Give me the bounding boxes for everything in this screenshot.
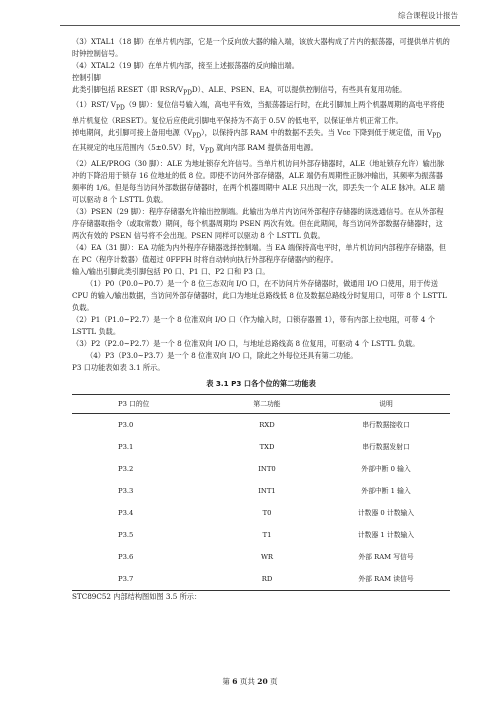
- table-row: [72, 458, 450, 480]
- table-cell: 串行数据发射口: [362, 442, 410, 451]
- table-cell: P3.5: [118, 530, 134, 539]
- table-header-cell: P3 口的位: [118, 399, 150, 408]
- table-cell: 外部中断 0 输入: [361, 464, 411, 473]
- table-cell: 外部中断 1 输入: [361, 486, 411, 495]
- page-number: 6: [232, 677, 238, 686]
- table-cell: TXD: [259, 442, 275, 451]
- table-row: [72, 524, 450, 546]
- paragraph-power-down: 掉电期间，此引脚可接上备用电源$(V_{PD})$，以保持内部 RAM 中的数据不丢失。当 Vcc 下降到低于规定值，而 $V_{PD}$ 在其规定的电压范围内（5±0.5V）时，$V_{PD}$ 就向内部 RAM 提供备用电源。: [72, 127, 442, 155]
- table-cell: P3.4: [118, 508, 134, 517]
- section-heading-control-pins: 控制引脚: [72, 73, 101, 82]
- table-cell: INT0: [258, 464, 276, 473]
- table-cell: 外部 RAM 读信号: [358, 574, 414, 583]
- table-row: [72, 480, 450, 502]
- table-cell: P3.7: [118, 574, 134, 583]
- paragraph-table-ref: P3 口功能表如表 3.1 所示。: [72, 362, 165, 372]
- table-cell: 计数器 1 计数输入: [357, 530, 415, 539]
- page-footer: 第 6 页共 20 页: [222, 677, 278, 686]
- table-cell: P3.0: [118, 420, 134, 429]
- table-cell: INT1: [258, 486, 276, 495]
- table-cell: WR: [260, 552, 274, 561]
- table-header-cell: 说明: [379, 399, 393, 408]
- table-cell: RXD: [259, 420, 275, 429]
- table-row: [72, 502, 450, 524]
- table-header-row: [72, 394, 450, 413]
- table-cell: 串行数据接收口: [362, 420, 410, 429]
- table-cell: 计数器 0 计数输入: [357, 508, 415, 517]
- paragraph-structure-ref: STC89C52 内部结构图如图 3.5 所示：: [72, 591, 202, 601]
- table-header-cell: 第二功能: [253, 399, 281, 408]
- table-row: [72, 436, 450, 458]
- table-cell: P3.3: [118, 486, 134, 495]
- table-cell: P3.1: [118, 442, 134, 451]
- paragraph-p2: （3）P2（P2.0~P2.7）是一个 8 位准双向 I/O 口，与地址总路线高 8 位复用，可驱动 4 个 LSTTL 负载。: [72, 338, 420, 348]
- paragraph-rst: （1）RST/ $V_{PD}(9$ 脚）：复位信号输入端，高电平有效，当振荡器运行时，在此引脚加上两个机器周期的高电平将使单片机复位（RESET）。复位后应使此引脚电平保持为不高于 0.5V 的低电平，以保证单片机正常工作。: [72, 100, 445, 125]
- page-total: 20: [257, 677, 268, 686]
- table-caption: 表 3.1 P3 口各个位的第二功能表: [206, 378, 316, 388]
- table-cell: T1: [262, 530, 272, 539]
- p3-function-table: [72, 394, 450, 591]
- header-rule: [60, 25, 460, 26]
- table-cell: RD: [261, 574, 273, 583]
- paragraph-xtal1: （3）XTAL1（18 脚）在单片机内部，它是一个反向放大器的输入端，该放大器构成了片内的振荡器，可提供单片机的时钟控制信号。: [72, 37, 450, 58]
- table-cell: T0: [262, 508, 272, 517]
- paragraph-p3: （4）P3（P3.0~P3.7）是一个 8 位准双向 I/O 口，除此之外每位还具有第二功能。: [86, 350, 358, 360]
- table-row: [72, 546, 450, 568]
- table-row: [72, 413, 450, 436]
- paragraph-ea: （4）EA（31 脚）：EA 功能为内外程序存储器选择控制端。当 EA 端保持高电平时，单片机访问内部程序存储器，但在 PC（程序计数器）值超过 0FFFH 时将自动转向执行外部程序存储器内的程序。: [72, 242, 447, 264]
- paragraph-io-intro: 输入/输出引脚此类引脚包括 P0 口、P1 口、P2 口和 P3 口。: [72, 266, 270, 276]
- paragraph-psen: （3）PSEN（29 脚）：程序存储器允许输出控制端。此输出为单片内访问外部程序存储器的读选通信号。在从外部程序存储器取指令（或取常数）期间，每个机器周期均 PSEN 两次有效。但在此期间，每当访问外部数据存储器时，这两次有效的 PSEN 信号将不会出现。PSEN 同样可以驱动 8 个 LSTTL 负载。: [72, 206, 444, 240]
- document-body: [72, 36, 450, 603]
- table-cell: P3.2: [118, 464, 134, 473]
- table-row: [72, 568, 450, 591]
- paragraph-ale: （2）ALE/PROG（30 脚）：ALE 为地址锁存允许信号。当单片机访问外部存储器时，ALE（地址锁存允许）输出脉冲的下降沿用于锁存 16 位地址的低 8 位。即使不访问外部存储器，ALE 端仍有周期性正脉冲输出，其频率为振荡器频率的 1/6。但是每当访问外部数据存储器时，在两个机器周期中 ALE 只出现一次，即丢失一个 ALE 脉冲。ALE 端可以驱动 8 个 LSTTL 负载。: [72, 158, 445, 204]
- paragraph-xtal2: （4）XTAL2（19 脚）在单片机内部，接至上述振荡器的反向输出端。: [72, 61, 299, 70]
- paragraph-control-intro: 此类引脚包括 RESET（即 RSR/$V_{PD}D$）、ALE、PSEN、EA，可以提供控制信号，有些具有复用功能。: [72, 85, 407, 97]
- paragraph-p0: （1）P0（P0.0~P0.7）是一个 8 位三态双向 I/O 口，在不访问片外存储器时，做通用 I/O 口使用，用于传送 CPU 的输入/输出数据，当访问外部存储器时，此口为地址总路线低 8 位及数据总路线分时复用口，可带 8 个 LSTTL 负载。: [72, 278, 447, 312]
- table-cell: P3.6: [118, 552, 134, 561]
- page-header: 综合课程设计报告: [398, 11, 458, 20]
- paragraph-p1: （2）P1（P1.0~P2.7）是一个 8 位准双向 I/O 口（作为输入时，口锁存器置 1），带有内部上拉电阻，可带 4 个 LSTTL 负载。: [72, 314, 435, 336]
- table-cell: 外部 RAM 写信号: [358, 552, 414, 561]
